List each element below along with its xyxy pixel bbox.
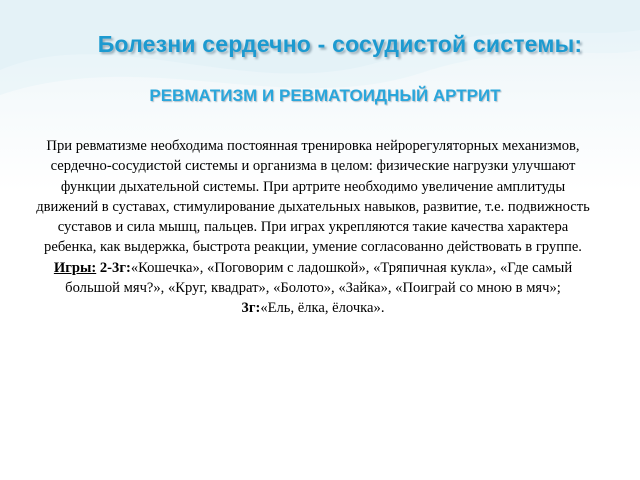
games-label: Игры:	[53, 259, 97, 276]
main-paragraph: При ревматизме необходима постоянная тренировка нейрорегуляторных механизмов, сердечно-сосудистой системы и организма в целом: физические нагрузки улучшают функции дыхательной системы. При артрите необходимо увеличение амплитуды движений в суставах, стимулирование дыхательных навыков, развитие, т.е. подвижность суставов и сила мышц, пальцев. При играх укрепляются такие качества характера ребенка, как выдержка, быстрота реакции, умение согласованно действовать в группе.	[36, 138, 590, 256]
age3-paragraph	[30, 298, 596, 318]
slide-title: Болезни сердечно - сосудистой системы:	[97, 31, 583, 57]
games-list: «Кошечка», «Поговорим с ладошкой», «Тряпичная кукла», «Где самый большой мяч?», «Круг, квадрат», «Болото», «Зайка», «Поиграй со мною в мяч»;	[65, 259, 573, 297]
body-text	[30, 136, 596, 319]
age3-list: «Ель, ёлка, ёлочка».	[260, 300, 385, 317]
age3-label: 3г:	[241, 300, 261, 317]
slide-subtitle: РЕВМАТИЗМ И РЕВМАТОИДНЫЙ АРТРИТ	[149, 86, 501, 105]
games-paragraph	[30, 258, 596, 299]
games-age: 2-3г:	[96, 259, 131, 276]
